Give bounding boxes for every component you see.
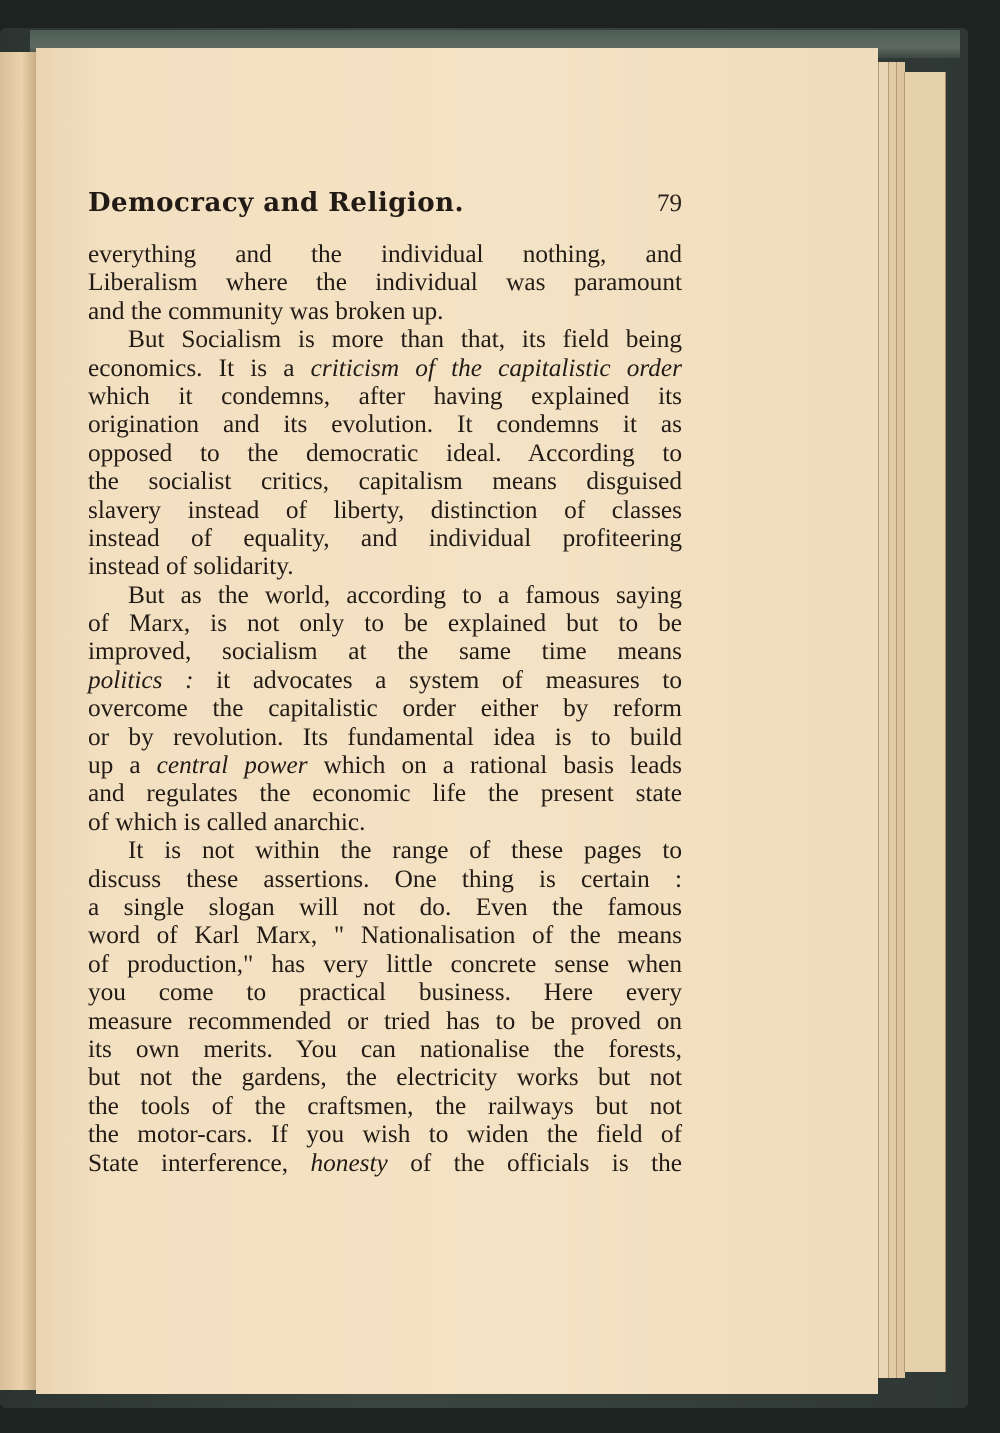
- text-line: discuss these assertions. One thing is certain :: [88, 864, 682, 893]
- text-line: word of Karl Marx, " Nationalisation of the means: [88, 921, 682, 950]
- text-line: a single slogan will not do. Even the famous: [88, 892, 682, 921]
- text-line: the tools of the craftsmen, the railways but not: [88, 1091, 682, 1120]
- text-line: everything and the individual nothing, and: [88, 240, 682, 268]
- page-number: 79: [657, 190, 682, 217]
- text-line: of which is called anarchic.: [88, 807, 366, 836]
- italic-phrase: criticism of the capitalistic order: [310, 353, 682, 382]
- text-line: [88, 751, 682, 779]
- text-line: [88, 354, 682, 382]
- page-header: [88, 188, 682, 228]
- text-line: the socialist critics, capitalism means disguised: [88, 467, 682, 496]
- italic-phrase: politics :: [88, 665, 194, 694]
- text-line: the motor-cars. If you wish to widen the field of: [88, 1120, 682, 1149]
- text-line: instead of equality, and individual profiteering: [88, 523, 682, 552]
- text-line: instead of solidarity.: [88, 552, 294, 581]
- text-line: and the community was broken up.: [88, 296, 444, 325]
- text-line: and regulates the economic life the present state: [88, 779, 682, 808]
- text-segment: economics. It is a: [88, 353, 311, 382]
- text-line: but not the gardens, the electricity works but not: [88, 1063, 682, 1092]
- text-line: which it condemns, after having explained its: [88, 381, 682, 410]
- text-segment: State interference,: [88, 1148, 311, 1177]
- text-line: But Socialism is more than that, its field being: [128, 325, 682, 354]
- text-line: overcome the capitalistic order either by reform: [88, 694, 682, 723]
- text-segment: up a: [88, 751, 157, 780]
- text-line: origination and its evolution. It condemns it as: [88, 410, 682, 439]
- text-line: improved, socialism at the same time means: [88, 637, 682, 666]
- text-segment: it advocates a system of measures to: [193, 665, 682, 694]
- text-line: opposed to the democratic ideal. According to: [88, 438, 682, 467]
- text-line: It is not within the range of these pages to: [128, 836, 682, 865]
- text-line: [88, 666, 682, 694]
- text-line: of Marx, is not only to be explained but to be: [88, 609, 682, 638]
- text-line: But as the world, according to a famous saying: [128, 580, 682, 609]
- text-line: [88, 1149, 682, 1177]
- page-edge: [904, 72, 946, 1372]
- italic-phrase: honesty: [310, 1148, 388, 1177]
- text-line: you come to practical business. Here every: [88, 978, 682, 1007]
- body-text: [88, 240, 682, 1177]
- text-segment: which on a rational basis leads: [307, 751, 682, 780]
- text-line: or by revolution. Its fundamental idea is to build: [88, 722, 682, 751]
- text-line: its own merits. You can nationalise the forests,: [88, 1034, 682, 1063]
- running-title: Democracy and Religion.: [88, 188, 465, 218]
- text-line: measure recommended or tried has to be proved on: [88, 1006, 682, 1035]
- text-segment: of the officials is the: [387, 1148, 682, 1177]
- text-line: of production," has very little concrete sense when: [88, 949, 682, 978]
- text-line: Liberalism where the individual was paramount: [88, 268, 682, 297]
- italic-phrase: central power: [156, 751, 308, 780]
- text-line: slavery instead of liberty, distinction of classes: [88, 495, 682, 524]
- left-page-edge: [0, 52, 37, 1390]
